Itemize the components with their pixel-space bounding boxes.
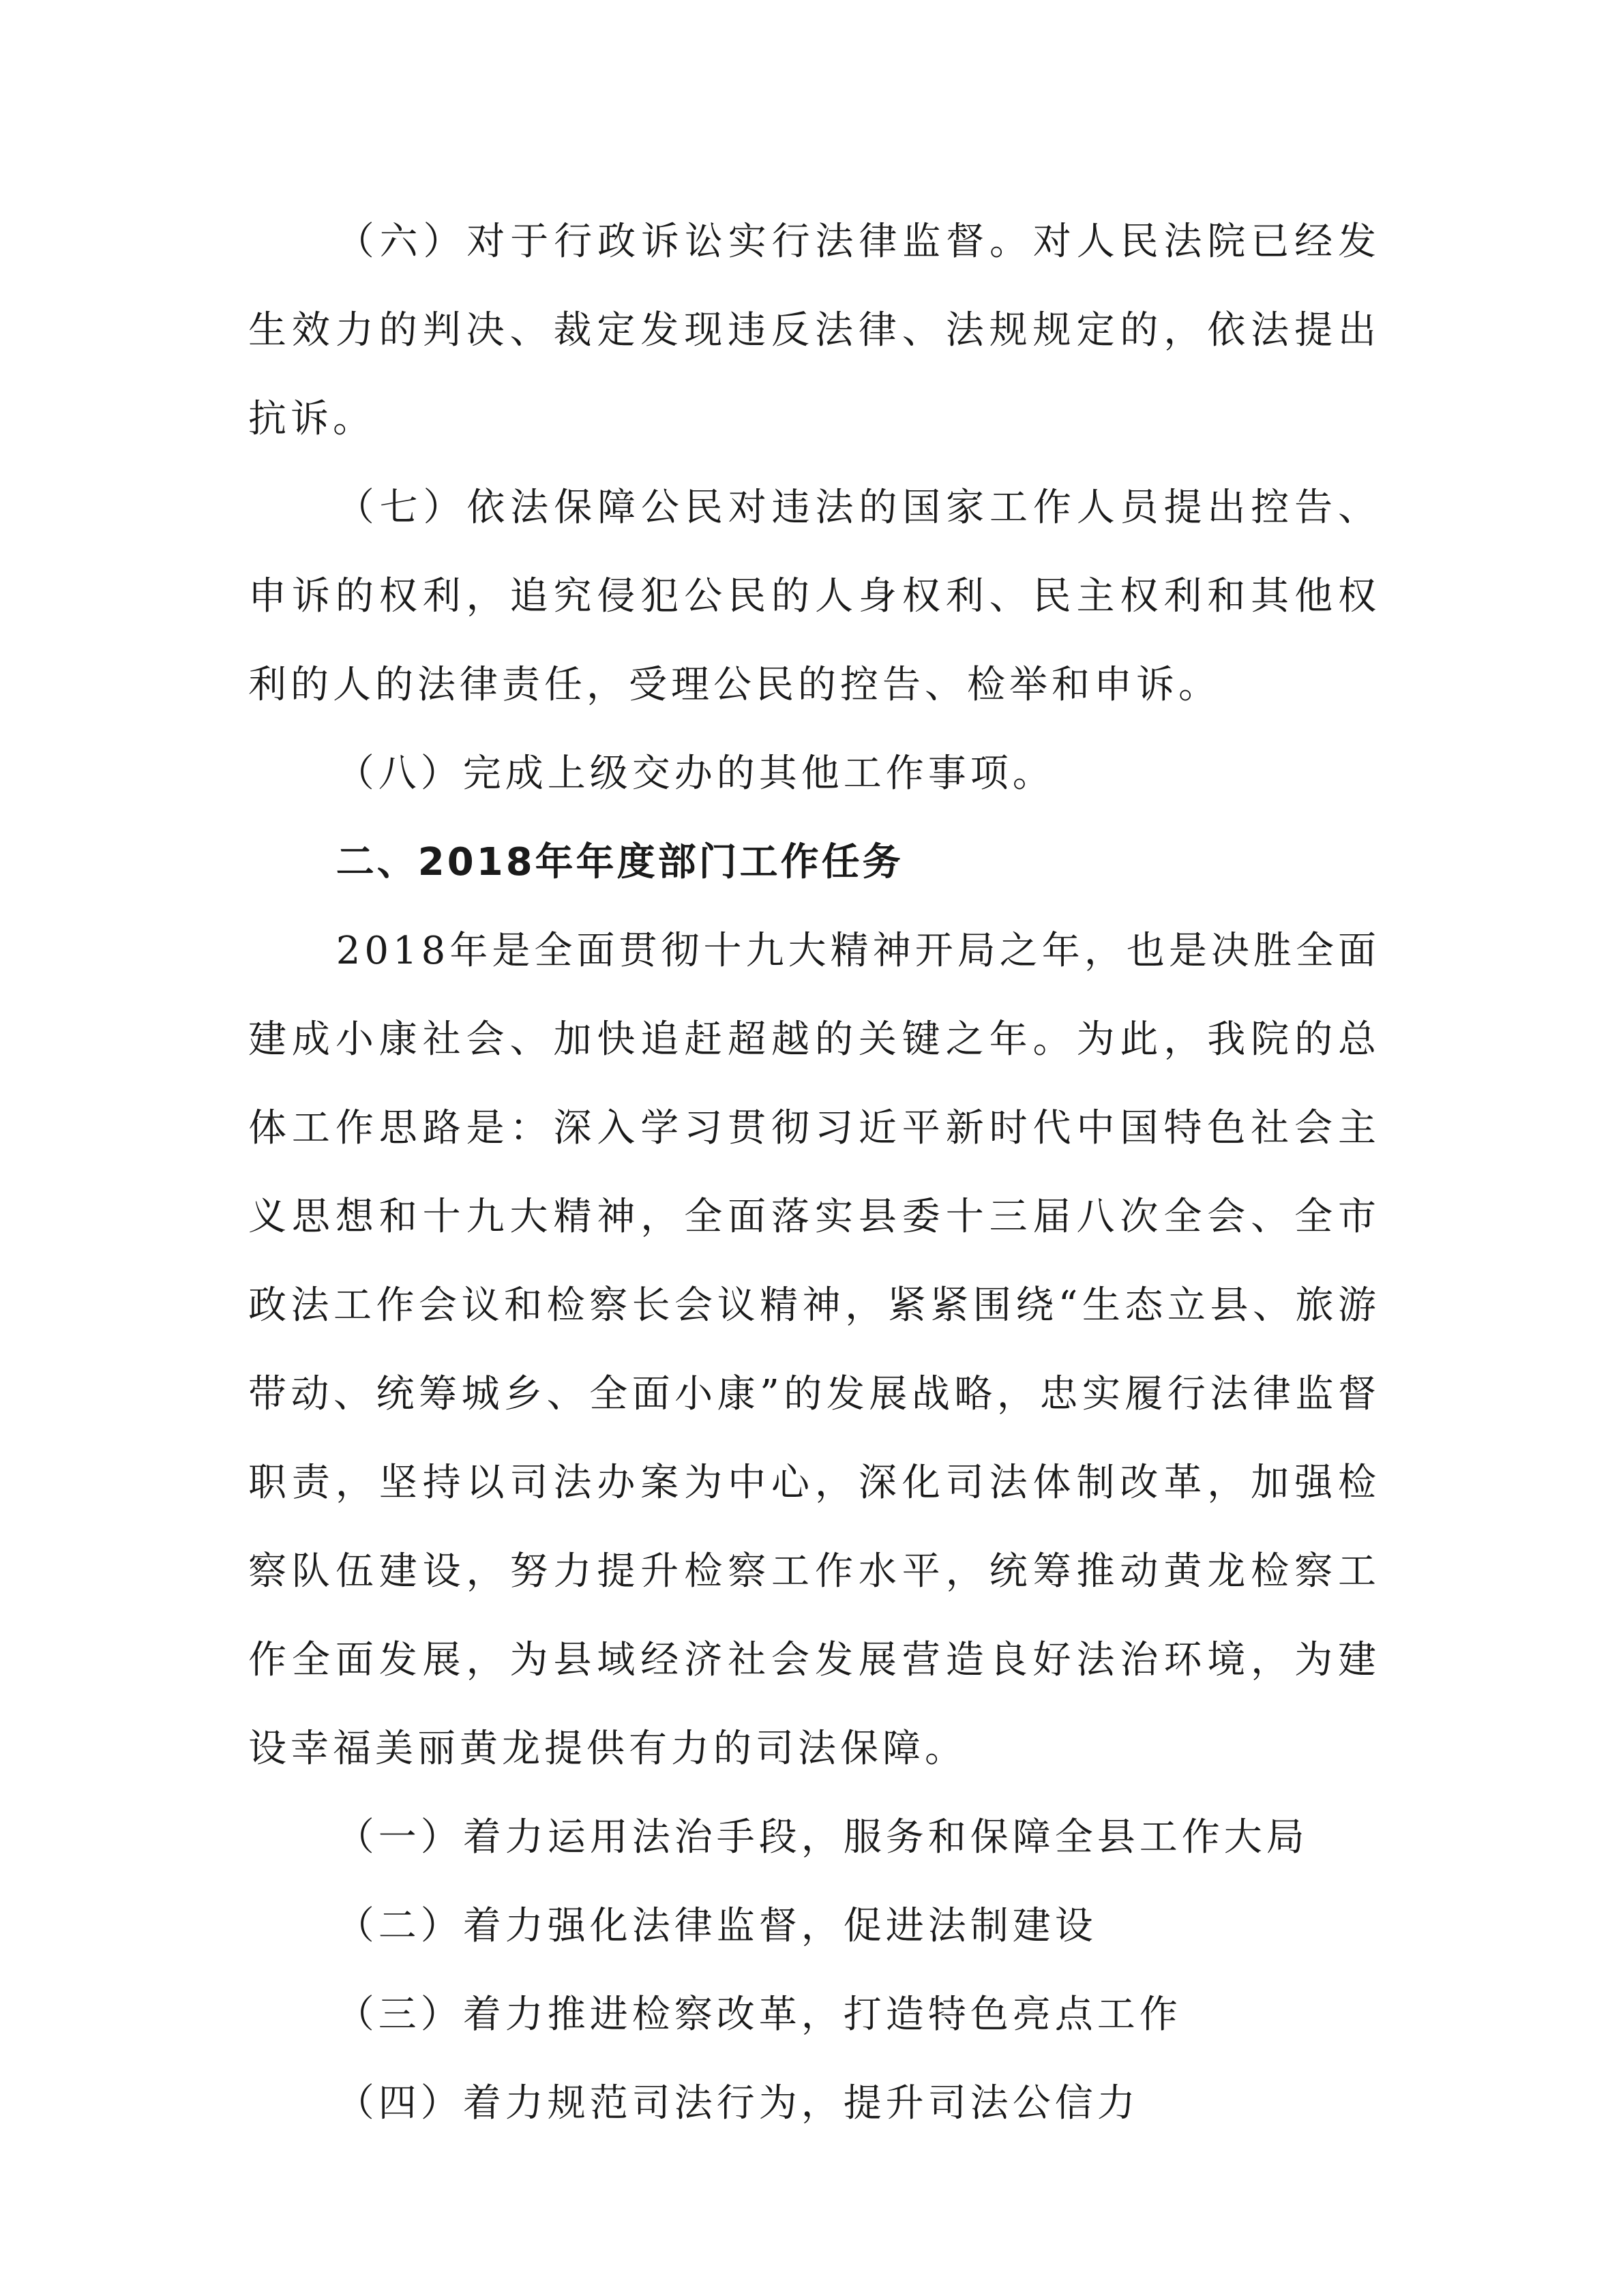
duty-item-8: （八）完成上级交办的其他工作事项。 (336, 751, 1055, 796)
task-item-2: （二）着力强化法律监督，促进法制建设 (336, 1904, 1097, 1948)
section-heading: 二、2018年年度部门工作任务 (336, 840, 904, 884)
task-item-3: （三）着力推进检察改革，打造特色亮点工作 (336, 1993, 1182, 2037)
document-body (248, 198, 1380, 2148)
duty-item-6: （六）对于行政诉讼实行法律监督。对人民法院已经发生效力的判决、裁定发现违反法律、法规规定的，依法提出抗诉。 (248, 220, 1380, 441)
work-overview-paragraph: 2018年是全面贯彻十九大精神开局之年，也是决胜全面建成小康社会、加快追赶超越的关键之年。为此，我院的总体工作思路是：深入学习贯彻习近平新时代中国特色社会主义思想和十九大精神，全面落实县委十三届八次全会、全市政法工作会议和检察长会议精神，紧紧围绕“生态立县、旅游带动、统筹城乡、全面小康”的发展战略，忠实履行法律监督职责，坚持以司法办案为中心，深化司法体制改革，加强检察队伍建设，努力提升检察工作水平，统筹推动黄龙检察工作全面发展，为县域经济社会发展营造良好法治环境，为建设幸福美丽黄龙提供有力的司法保障。 (248, 929, 1380, 1771)
task-item-4: （四）着力规范司法行为，提升司法公信力 (336, 2081, 1140, 2126)
task-item-1: （一）着力运用法治手段，服务和保障全县工作大局 (336, 1815, 1309, 1860)
duty-item-7: （七）依法保障公民对违法的国家工作人员提出控告、申诉的权利，追究侵犯公民的人身权利、民主权利和其他权利的人的法律责任，受理公民的控告、检举和申诉。 (248, 486, 1380, 707)
